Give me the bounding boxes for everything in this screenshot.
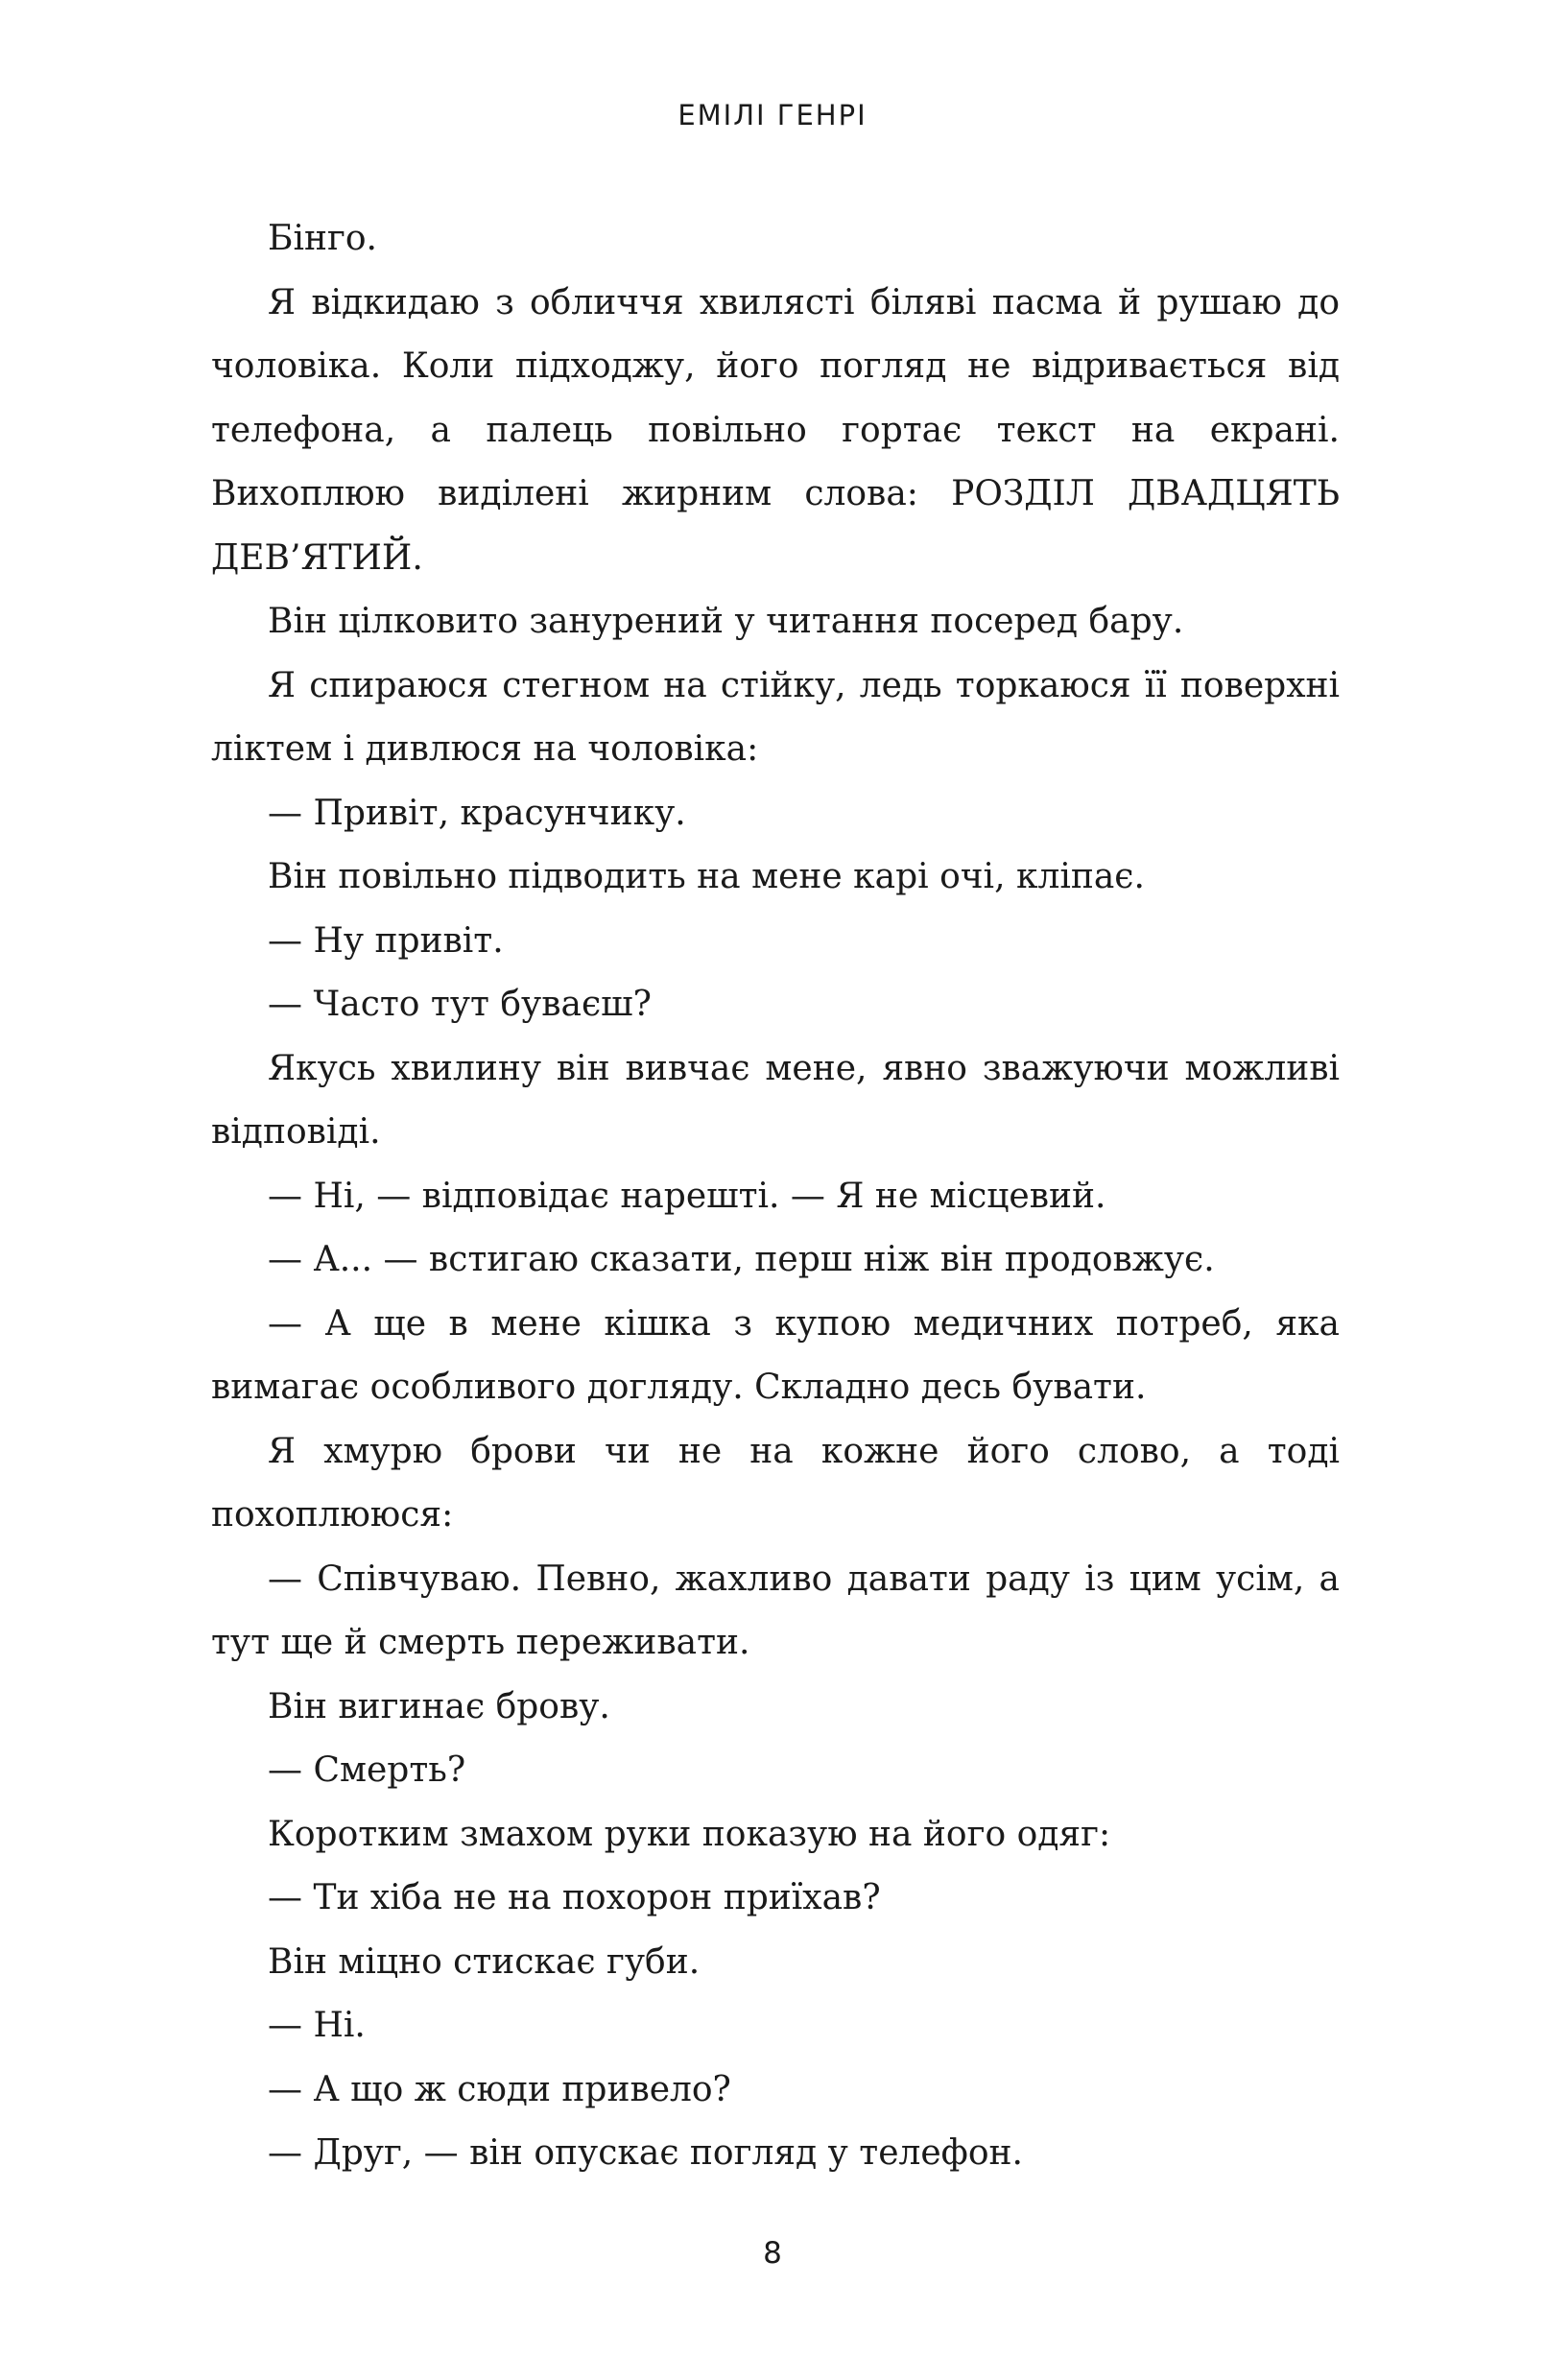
paragraph: Я спираюся стегном на стійку, ледь торкаюся її поверхні ліктем і дивлюся на чоловіка: (211, 665, 1340, 769)
paragraph: — Друг, — він опускає погляд у телефон. (268, 2133, 1023, 2173)
paragraph: Бінго. (268, 219, 377, 258)
paragraph: — Смерть? (268, 1750, 466, 1790)
paragraph: — Ну привіт. (268, 920, 504, 961)
paragraph: — А що ж сюди привело? (268, 2069, 731, 2109)
running-head-author: ЕМІЛІ ГЕНРІ (677, 99, 868, 131)
paragraph: Він цілковито занурений у читання посеред бару. (268, 602, 1184, 641)
paragraph: — Привіт, красунчику. (268, 793, 686, 833)
paragraph: — А... — встигаю сказати, перш ніж він продовжує. (268, 1240, 1215, 1279)
paragraph: — Часто тут буваєш? (268, 985, 652, 1024)
paragraph: — Ні. (268, 2006, 366, 2045)
paragraph: — А ще в мене кішка з купою медичних потреб, яка вимагає особливого догляду. Складно десь бувати. (211, 1303, 1340, 1407)
paragraph: Він вигинає брову. (268, 1686, 610, 1726)
paragraph: — Ні, — відповідає нарешті. — Я не місцевий. (268, 1176, 1106, 1216)
paragraph: Він міцно стискає губи. (268, 1941, 701, 1982)
page-number: 8 (763, 2236, 782, 2271)
paragraph: — Ти хіба не на похорон приїхав? (268, 1878, 881, 1917)
body-text (211, 207, 1340, 2186)
paragraph: Він повільно підводить на мене карі очі, кліпає. (268, 857, 1145, 896)
paragraph: Якусь хвилину він вивчає мене, явно зважуючи можливі відповіді. (211, 1048, 1340, 1152)
paragraph: Коротким змахом руки показую на його одяг: (268, 1814, 1111, 1854)
paragraph: — Співчуваю. Певно, жахливо давати раду із цим усім, а тут ще й смерть переживати. (211, 1559, 1340, 1662)
paragraph: Я хмурю брови чи не на кожне його слово, а тоді похоплююся: (211, 1431, 1340, 1535)
paragraph: Я відкидаю з обличчя хвилясті біляві пасма й рушаю до чоловіка. Коли підходжу, його погляд не відривається від телефона, а палець повільно гортає текст на екрані. Вихоплюю виділені жирним слова: РОЗДІЛ ДВАДЦЯТЬ ДЕВ’ЯТИЙ. (211, 282, 1340, 578)
